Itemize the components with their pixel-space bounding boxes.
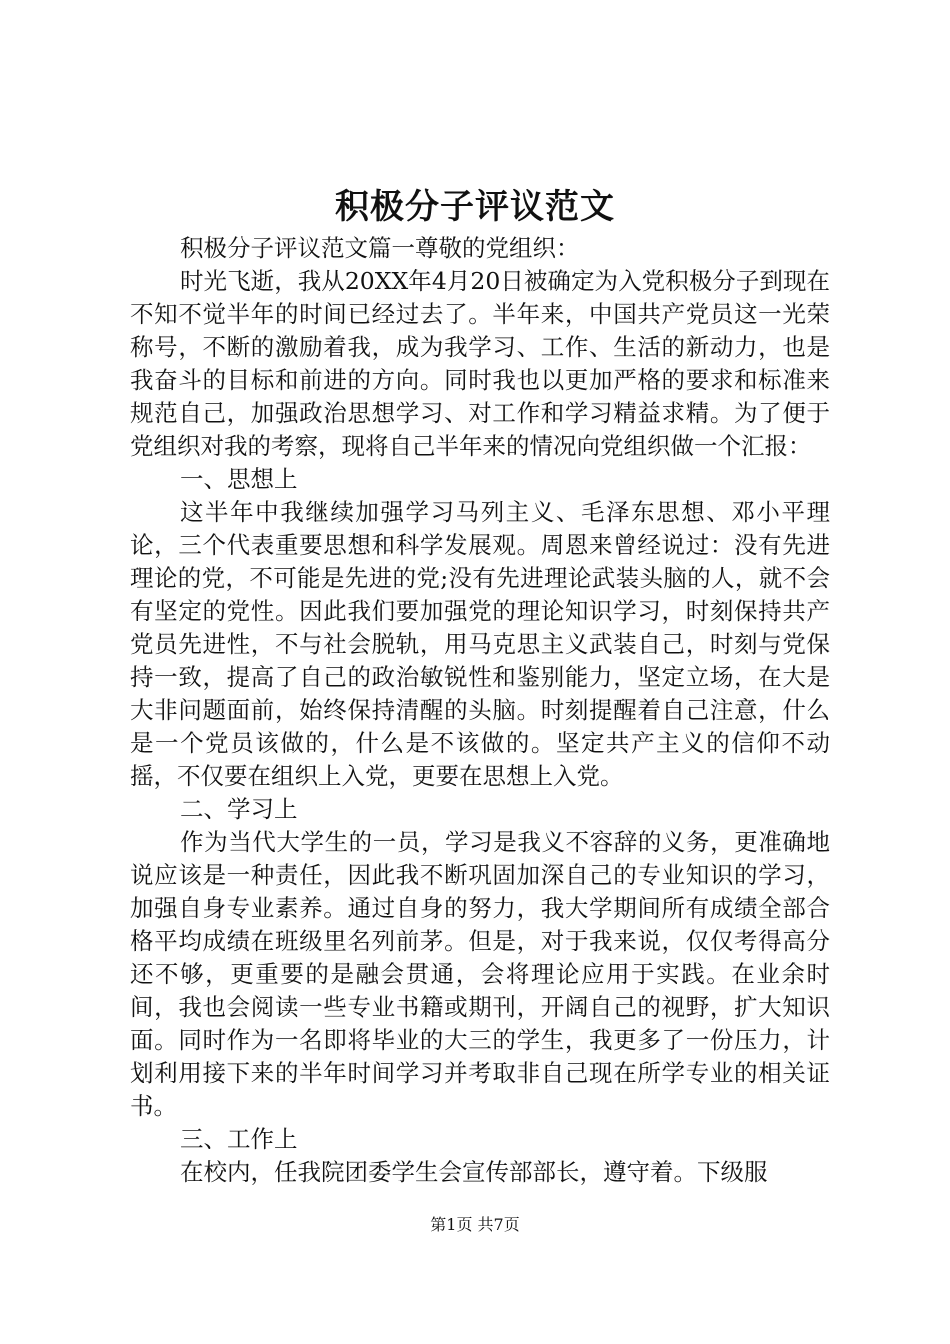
section-heading-work: 三、工作上 [180,1125,298,1153]
intro-paragraph: 时光飞逝，我从20XX年4月20日被确定为入党积极分子到现在不知不觉半年的时间已经过去了。半年来，中国共产党员这一光荣称号，不断的激励着我，成为我学习、工作、生活的新动力，也是我奋斗的目标和前进的方向。同时我也以更加严格的要求和标准来规范自己，加强政治思想学习、对工作和学习精益求精。为了便于党组织对我的考察，现将自己半年来的情况向党组织做一个汇报： [130,267,830,460]
page-number-footer: 第1页 共7页 [430,1215,520,1234]
salutation-paragraph: 积极分子评议范文篇一尊敬的党组织： [180,234,580,262]
section-heading-thought: 一、思想上 [180,465,298,493]
study-paragraph: 作为当代大学生的一员，学习是我义不容辞的义务，更准确地说应该是一种责任，因此我不断巩固加深自己的专业知识的学习，加强自身专业素养。通过自身的努力，我大学期间所有成绩全部合格平均成绩在班级里名列前茅。但是，对于我来说，仅仅考得高分还不够，更重要的是融会贯通，会将理论应用于实践。在业余时间，我也会阅读一些专业书籍或期刊，开阔自己的视野，扩大知识面。同时作为一名即将毕业的大三的学生，我更多了一份压力，计划利用接下来的半年时间学习并考取非自己现在所学专业的相关证书。 [130,828,830,1120]
document-title: 积极分子评议范文 [335,187,615,227]
work-paragraph: 在校内，任我院团委学生会宣传部部长，遵守着。下级服 [180,1158,768,1186]
thought-paragraph: 这半年中我继续加强学习马列主义、毛泽东思想、邓小平理论，三个代表重要思想和科学发展观。周恩来曾经说过：没有先进理论的党，不可能是先进的党;没有先进理论武装头脑的人，就不会有坚定的党性。因此我们要加强党的理论知识学习，时刻保持共产党员先进性，不与社会脱轨，用马克思主义武装自己，时刻与党保持一致，提高了自己的政治敏锐性和鉴别能力，坚定立场，在大是大非问题面前，始终保持清醒的头脑。时刻提醒着自己注意，什么是一个党员该做的，什么是不该做的。坚定共产主义的信仰不动摇，不仅要在组织上入党，更要在思想上入党。 [130,498,830,790]
document-body [130,232,830,1189]
section-heading-study: 二、学习上 [180,795,298,823]
